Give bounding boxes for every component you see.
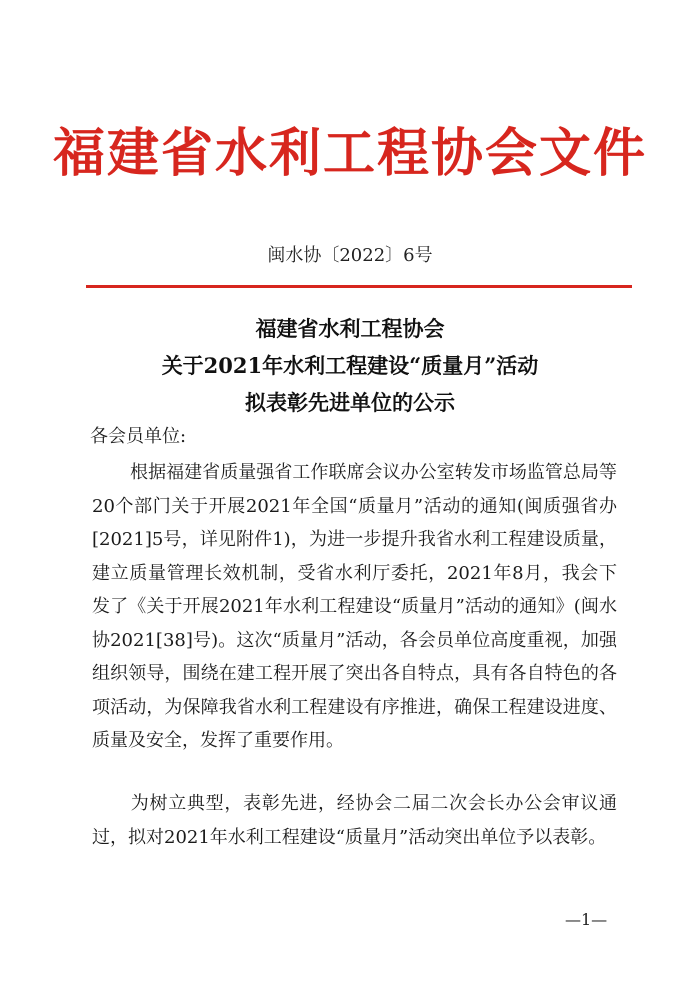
body-paragraph-1-text: 根据福建省质量强省工作联席会议办公室转发市场监管总局等20个部门关于开展2021年全国“质量月”活动的通知(闽质强省办[2021]5号，详见附件1)，为进一步提升我省水利工程建设质量，建立质量管理长效机制，受省水利厅委托，2021年8月，我会下发了《关于开展2021年水利工程建设“质量月”活动的通知》(闽水协2021[38]号)。这次“质量月”活动，各会员单位高度重视，加强组织领导，围绕在建工程开展了突出各自特点，具有各自特色的各项活动，为保障我省水利工程建设有序推进，确保工程建设进度、质量及安全，发挥了重要作用。 bbox=[92, 462, 617, 751]
body-paragraph-2-text: 为树立典型，表彰先进，经协会二届二次会长办公会审议通过，拟对2021年水利工程建设“质量月”活动突出单位予以表彰。 bbox=[92, 793, 617, 848]
body-paragraph-2 bbox=[92, 787, 617, 854]
salutation: 各会员单位: bbox=[90, 426, 187, 447]
body-paragraph-1 bbox=[92, 456, 617, 758]
document-header-title: 福建省水利工程协会文件 bbox=[52, 124, 647, 184]
notice-title-line-3: 拟表彰先进单位的公示 bbox=[245, 390, 455, 415]
page-number: —1— bbox=[565, 910, 608, 929]
red-divider-line bbox=[86, 285, 632, 288]
document-number: 闽水协〔2022〕6号 bbox=[267, 245, 433, 266]
notice-title-line-2: 关于2021年水利工程建设“质量月”活动 bbox=[161, 353, 539, 378]
notice-title-line-1: 福建省水利工程协会 bbox=[255, 316, 445, 341]
